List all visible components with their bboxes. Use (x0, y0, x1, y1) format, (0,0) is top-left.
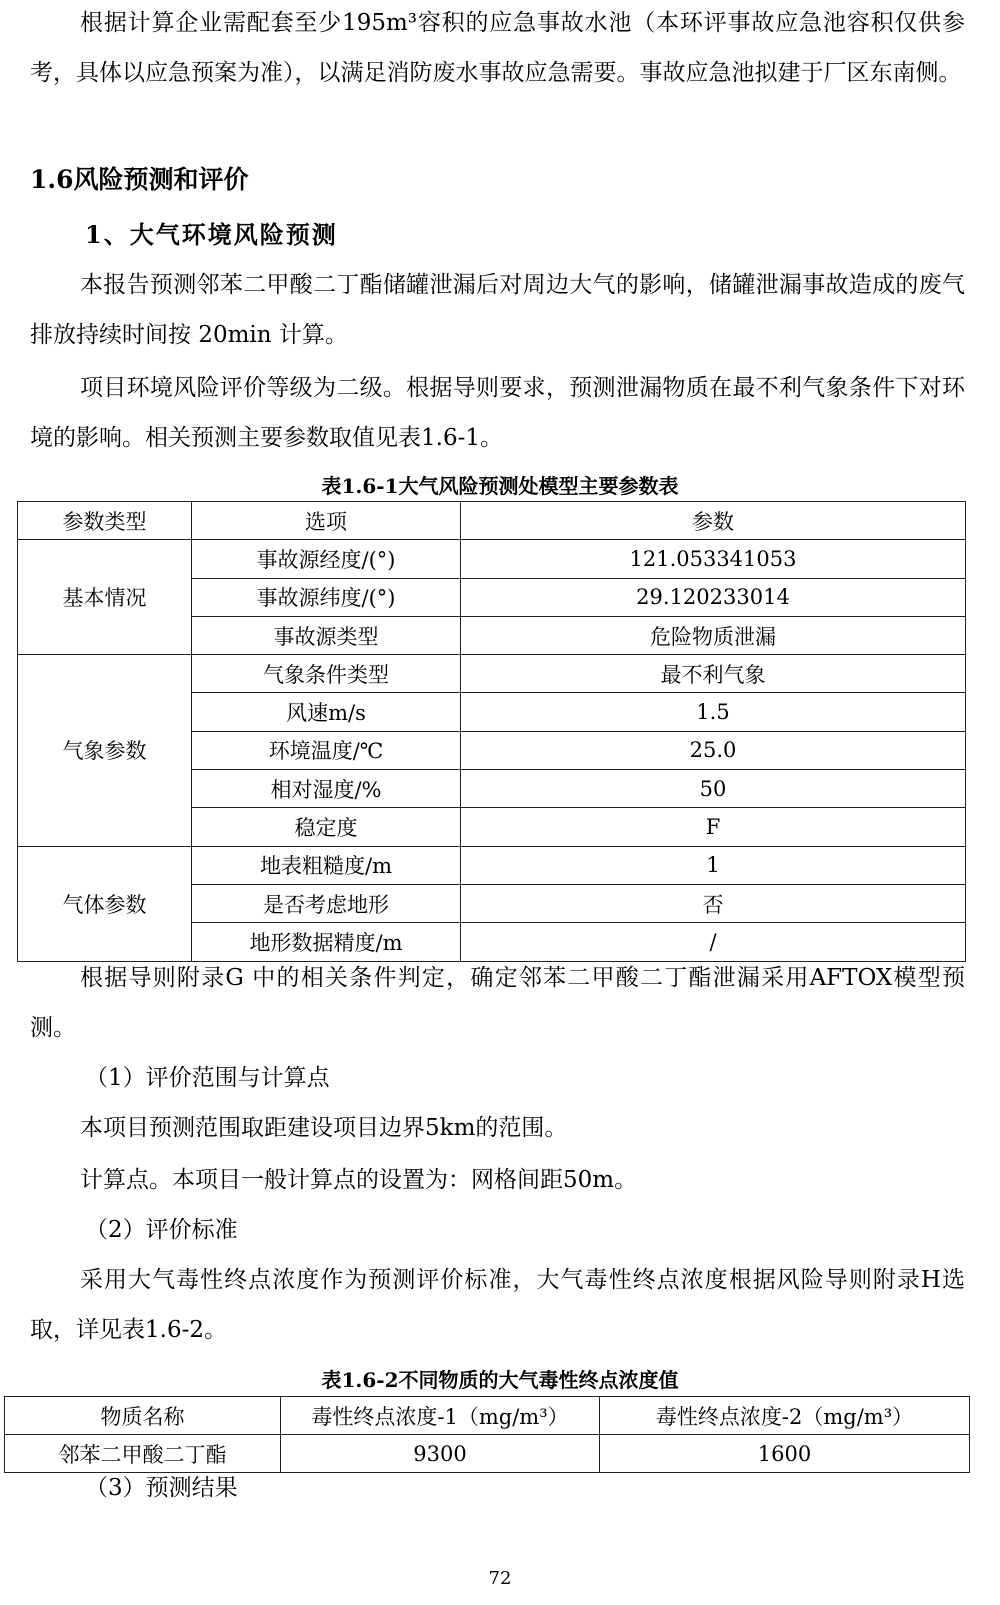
value-cell: 50 (461, 770, 966, 808)
value-cell: 121.053341053 (461, 540, 966, 578)
group-cell: 基本情况 (18, 540, 192, 655)
table-header-cell: 参数 (461, 502, 966, 540)
paragraph-toxicity-criteria: 采用大气毒性终点浓度作为预测评价标准，大气毒性终点浓度根据风险导则附录H选取，详见表1.6-2。 (30, 1267, 965, 1343)
value-cell: F (461, 808, 966, 846)
value-cell: 1 (461, 846, 966, 884)
table2-caption: 表1.6-2不同物质的大气毒性终点浓度值 (321, 1368, 679, 1392)
value-cell: 1.5 (461, 693, 966, 731)
table-header-cell: 毒性终点浓度-2（mg/m³） (600, 1397, 970, 1435)
value-cell: 29.120233014 (461, 578, 966, 616)
option-cell: 气象条件类型 (192, 655, 461, 693)
page-number: 72 (488, 1568, 512, 1589)
table-header-cell: 毒性终点浓度-1（mg/m³） (281, 1397, 600, 1435)
value-cell: 最不利气象 (461, 655, 966, 693)
section-heading: 1.6风险预测和评价 (30, 165, 249, 194)
option-cell: 相对湿度/% (192, 770, 461, 808)
toxicity-endpoint-table (4, 1396, 970, 1473)
value-cell: 9300 (281, 1435, 600, 1473)
group-cell: 气体参数 (18, 846, 192, 961)
value-cell: 危险物质泄漏 (461, 616, 966, 654)
paragraph-emergency-pool: 根据计算企业需配套至少195m³容积的应急事故水池（本环评事故应急池容积仅供参考，具体以应急预案为准），以满足消防废水事故应急需要。事故应急池拟建于厂区东南侧。 (30, 10, 965, 86)
subsection-heading-atmosphere: 1、大气环境风险预测 (85, 220, 338, 249)
subheading-scope: （1）评价范围与计算点 (85, 1065, 330, 1091)
table-header-cell: 选项 (192, 502, 461, 540)
option-cell: 事故源经度/(°) (192, 540, 461, 578)
value-cell: 1600 (600, 1435, 970, 1473)
value-cell: 25.0 (461, 731, 966, 769)
option-cell: 事故源类型 (192, 616, 461, 654)
table-row (5, 1435, 970, 1473)
option-cell: 风速m/s (192, 693, 461, 731)
paragraph-risk-level: 项目环境风险评价等级为二级。根据导则要求，预测泄漏物质在最不利气象条件下对环境的影响。相关预测主要参数取值见表1.6-1。 (30, 375, 965, 451)
option-cell: 地形数据精度/m (192, 923, 461, 961)
option-cell: 稳定度 (192, 808, 461, 846)
paragraph-grid-spacing: 计算点。本项目一般计算点的设置为：网格间距50m。 (80, 1167, 638, 1193)
paragraph-aftox-model: 根据导则附录G 中的相关条件判定，确定邻苯二甲酸二丁酯泄漏采用AFTOX模型预测。 (30, 965, 965, 1041)
substance-cell: 邻苯二甲酸二丁酯 (5, 1435, 281, 1473)
model-parameter-table (17, 501, 966, 962)
table1-caption: 表1.6-1大气风险预测处模型主要参数表 (321, 474, 679, 498)
group-cell: 气象参数 (18, 655, 192, 846)
option-cell: 是否考虑地形 (192, 884, 461, 922)
option-cell: 事故源纬度/(°) (192, 578, 461, 616)
table-header-row (18, 502, 966, 540)
option-cell: 环境温度/℃ (192, 731, 461, 769)
table-row (18, 846, 966, 884)
paragraph-leak-prediction: 本报告预测邻苯二甲酸二丁酯储罐泄漏后对周边大气的影响，储罐泄漏事故造成的废气排放持续时间按 20min 计算。 (30, 272, 965, 348)
value-cell: 否 (461, 884, 966, 922)
subheading-results: （3）预测结果 (85, 1475, 238, 1501)
table-header-cell: 参数类型 (18, 502, 192, 540)
table-row (18, 540, 966, 578)
paragraph-prediction-range: 本项目预测范围取距建设项目边界5km的范围。 (80, 1115, 568, 1141)
value-cell: / (461, 923, 966, 961)
table-header-cell: 物质名称 (5, 1397, 281, 1435)
subheading-criteria: （2）评价标准 (85, 1217, 238, 1243)
table-row (18, 655, 966, 693)
option-cell: 地表粗糙度/m (192, 846, 461, 884)
table-header-row (5, 1397, 970, 1435)
